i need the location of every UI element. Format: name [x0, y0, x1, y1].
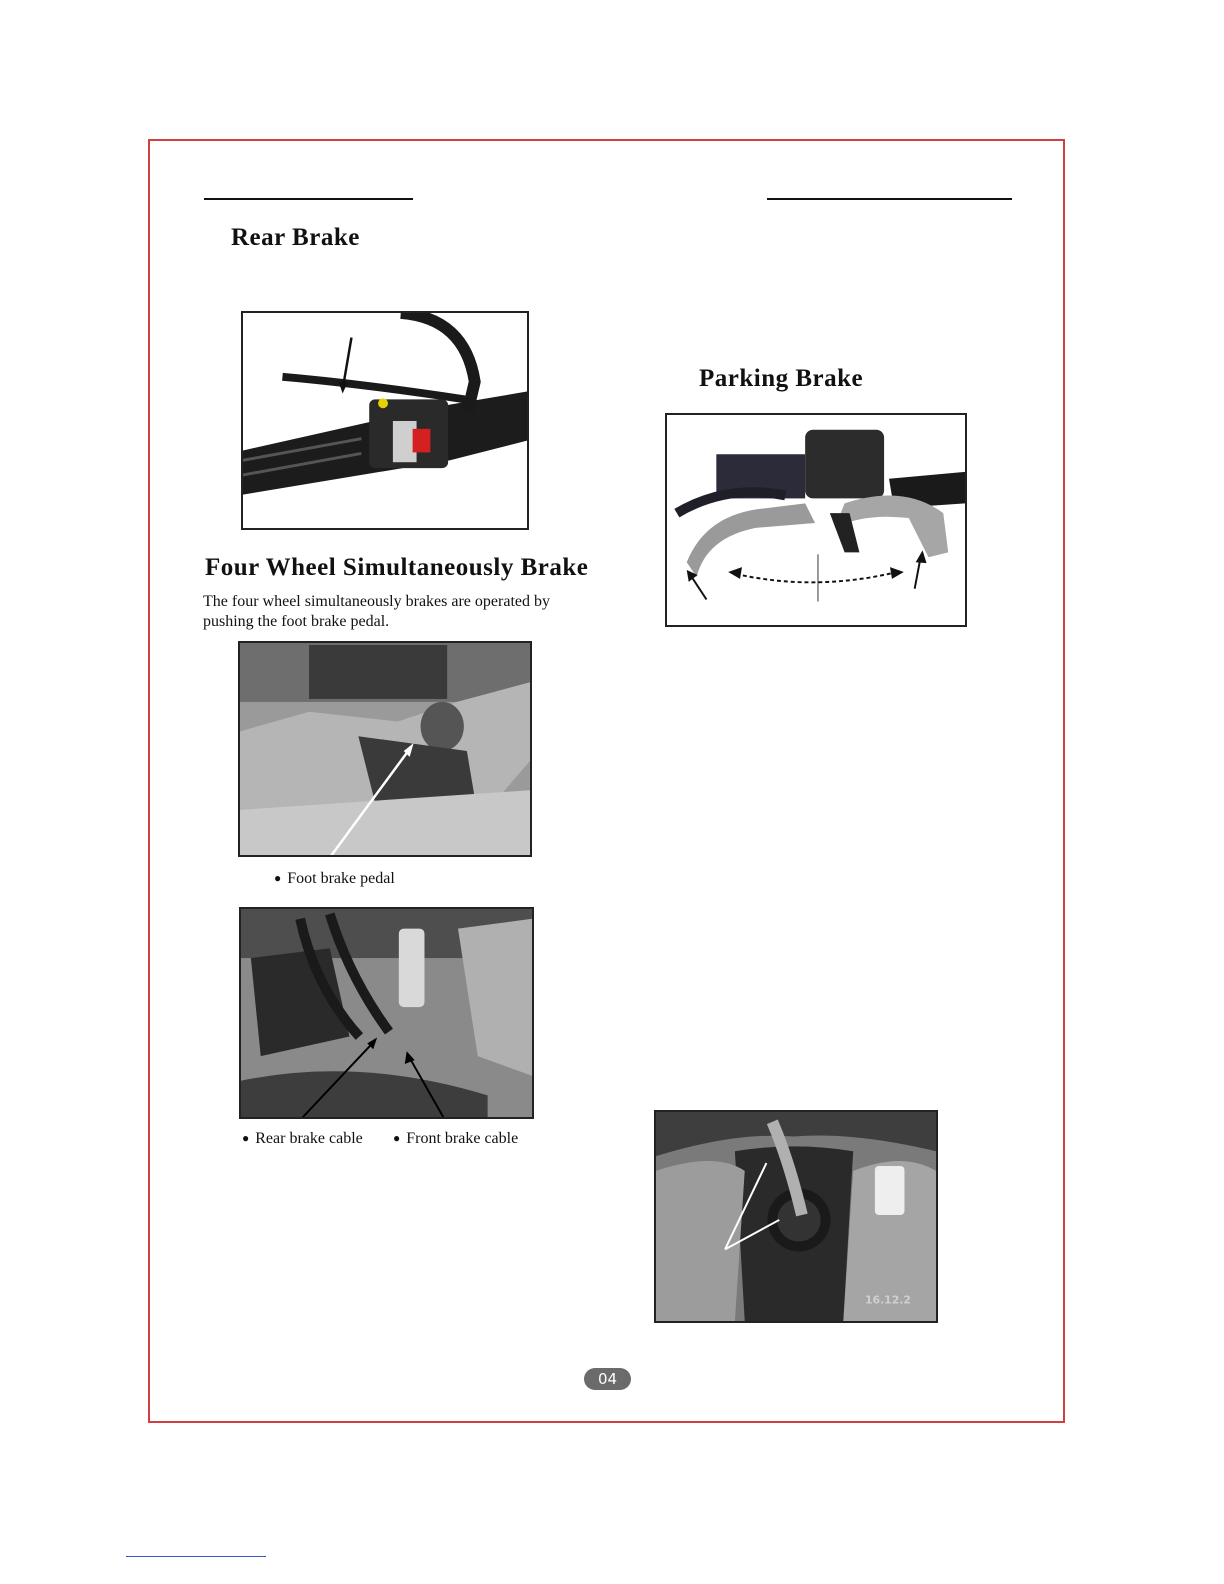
rear-brake-cable-label: Rear brake cable	[255, 1130, 363, 1147]
four-wheel-brake-description: The four wheel simultaneously brakes are operated by pushing the foot brake pedal.	[203, 593, 550, 630]
brake-cables-photo	[239, 907, 534, 1119]
foot-brake-pedal-label: Foot brake pedal	[287, 870, 395, 887]
photo-date-stamp: 16.12.2	[865, 1293, 911, 1307]
foot-brake-pedal-caption	[274, 870, 395, 888]
rear-brake-lever-photo	[241, 311, 529, 530]
front-brake-cable-label: Front brake cable	[406, 1130, 519, 1147]
parking-brake-lever-photo	[665, 413, 967, 627]
front-brake-cable-caption	[393, 1130, 518, 1148]
foot-brake-pedal-photo	[238, 641, 532, 857]
bullet-icon: ●	[393, 1131, 401, 1145]
rear-brake-cable-caption	[242, 1130, 363, 1148]
header-rule-left	[204, 198, 413, 200]
parking-brake-heading: Parking Brake	[699, 365, 864, 392]
bullet-icon: ●	[242, 1131, 250, 1145]
footer-link-underline	[126, 1556, 266, 1557]
rear-brake-heading: Rear Brake	[231, 224, 360, 251]
bullet-icon: ●	[274, 871, 282, 885]
fuel-tank-cap-photo	[654, 1110, 938, 1323]
four-wheel-brake-heading: Four Wheel Simultaneously Brake	[205, 554, 589, 581]
header-rule-right	[767, 198, 1012, 200]
page-number-badge: 04	[584, 1368, 631, 1390]
